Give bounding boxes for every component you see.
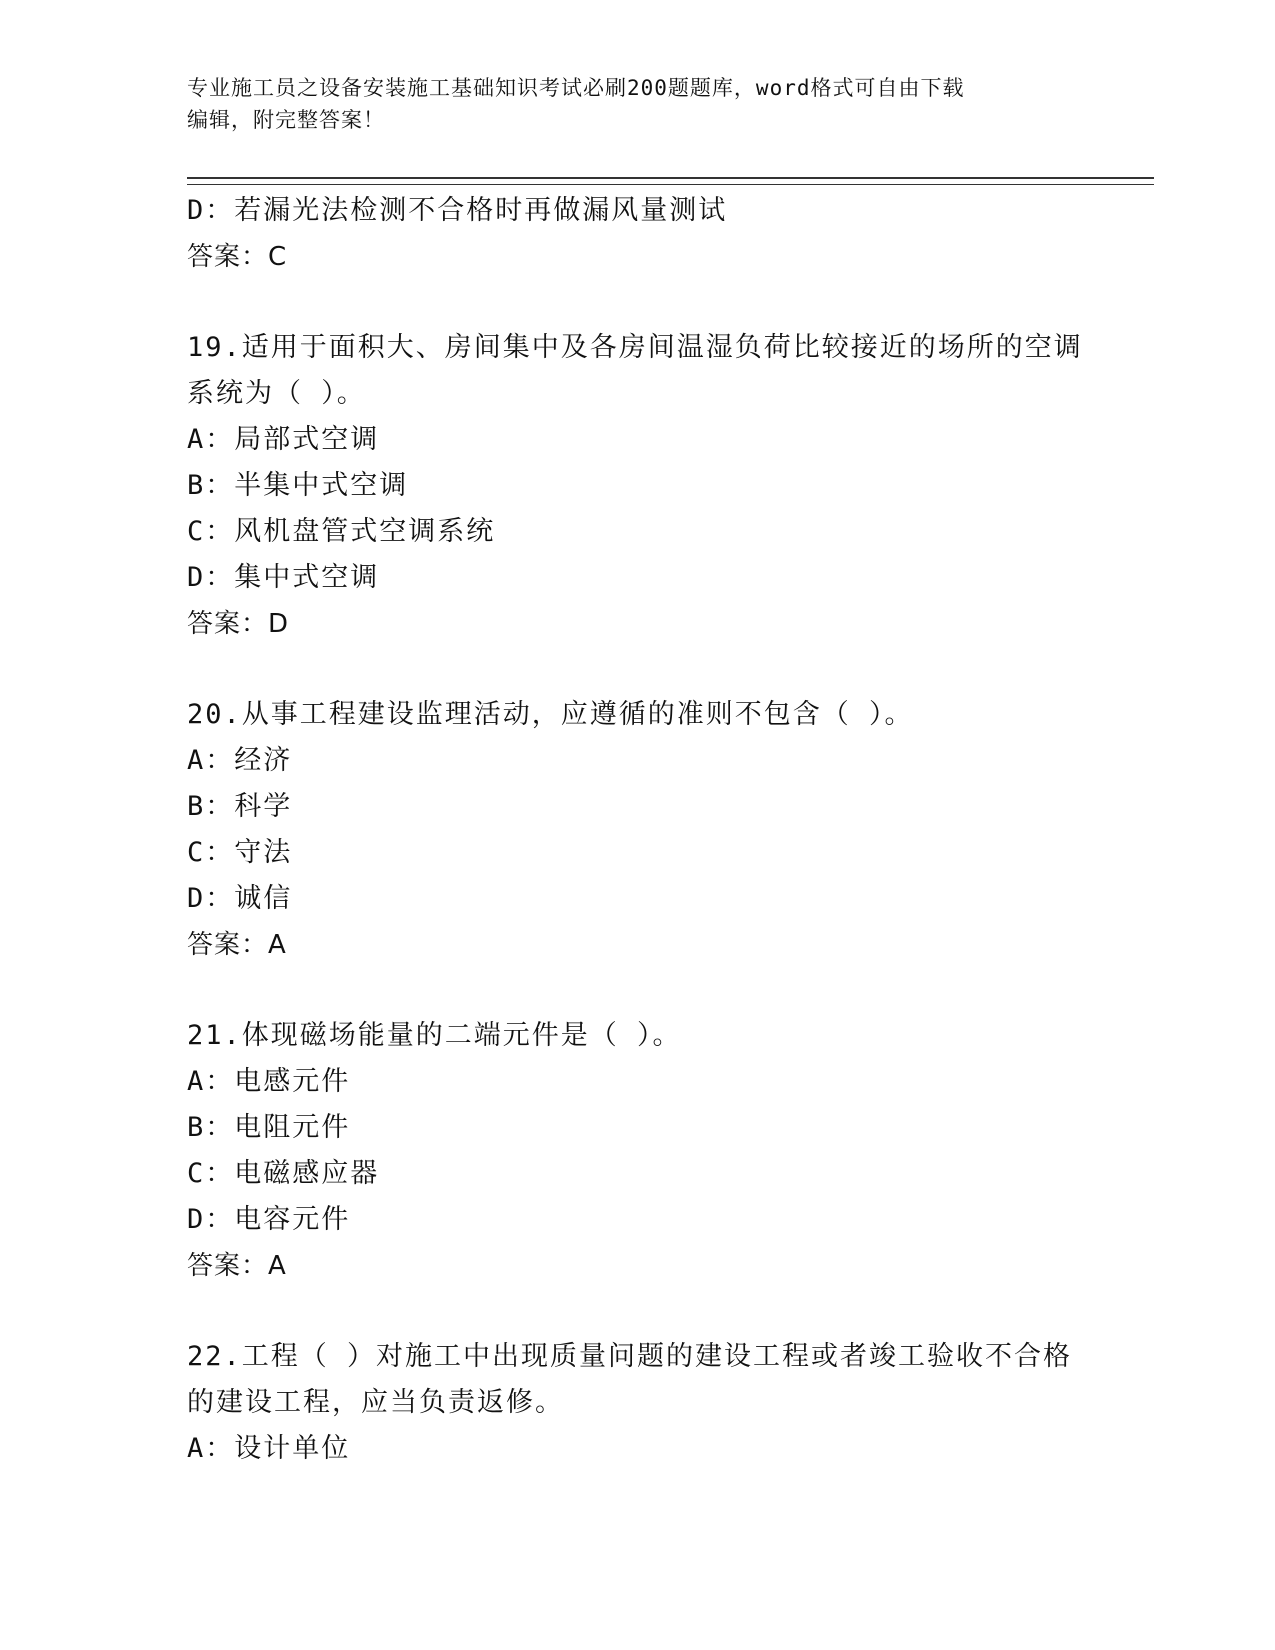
- question-stem: 19.适用于面积大、房间集中及各房间温湿负荷比较接近的场所的空调: [187, 332, 1083, 363]
- option-c: C：电磁感应器: [187, 1158, 380, 1189]
- answer-line: 答案：C: [187, 242, 288, 272]
- question-stem: 22.工程（ ）对施工中出现质量问题的建设工程或者竣工验收不合格: [187, 1341, 1073, 1372]
- question-21: [187, 1013, 1087, 1289]
- header-title-line-1: 专业施工员之设备安装施工基础知识考试必刷200题题库，word格式可自由下载: [187, 76, 965, 100]
- option-a: A：设计单位: [187, 1433, 351, 1464]
- option-a: A：电感元件: [187, 1066, 351, 1097]
- option-b: B：科学: [187, 791, 293, 822]
- option-d: D：诚信: [187, 883, 293, 914]
- option-b: B：半集中式空调: [187, 470, 409, 501]
- question-stem: 21.体现磁场能量的二端元件是（ ）。: [187, 1020, 682, 1051]
- header-title-line-2: 编辑，附完整答案！: [187, 108, 385, 132]
- question-list: [187, 188, 1087, 1472]
- question-22: [187, 1334, 1087, 1472]
- option-d: D：若漏光法检测不合格时再做漏风量测试: [187, 195, 728, 226]
- option-a: A：经济: [187, 745, 293, 776]
- question-19: [187, 325, 1087, 647]
- answer-line: 答案：D: [187, 609, 290, 639]
- option-a: A：局部式空调: [187, 424, 380, 455]
- previous-question-tail: [187, 188, 1087, 280]
- option-c: C：风机盘管式空调系统: [187, 516, 496, 547]
- answer-line: 答案：A: [187, 1251, 287, 1281]
- option-d: D：电容元件: [187, 1204, 351, 1235]
- document-header: [187, 72, 1067, 136]
- option-b: B：电阻元件: [187, 1112, 351, 1143]
- question-stem: 20.从事工程建设监理活动，应遵循的准则不包含（ ）。: [187, 699, 914, 730]
- answer-line: 答案：A: [187, 930, 287, 960]
- question-stem-continued: 的建设工程，应当负责返修。: [187, 1387, 564, 1418]
- option-d: D：集中式空调: [187, 562, 380, 593]
- question-stem-continued: 系统为（ ）。: [187, 378, 366, 409]
- header-divider: [187, 177, 1154, 185]
- option-c: C：守法: [187, 837, 293, 868]
- question-20: [187, 692, 1087, 968]
